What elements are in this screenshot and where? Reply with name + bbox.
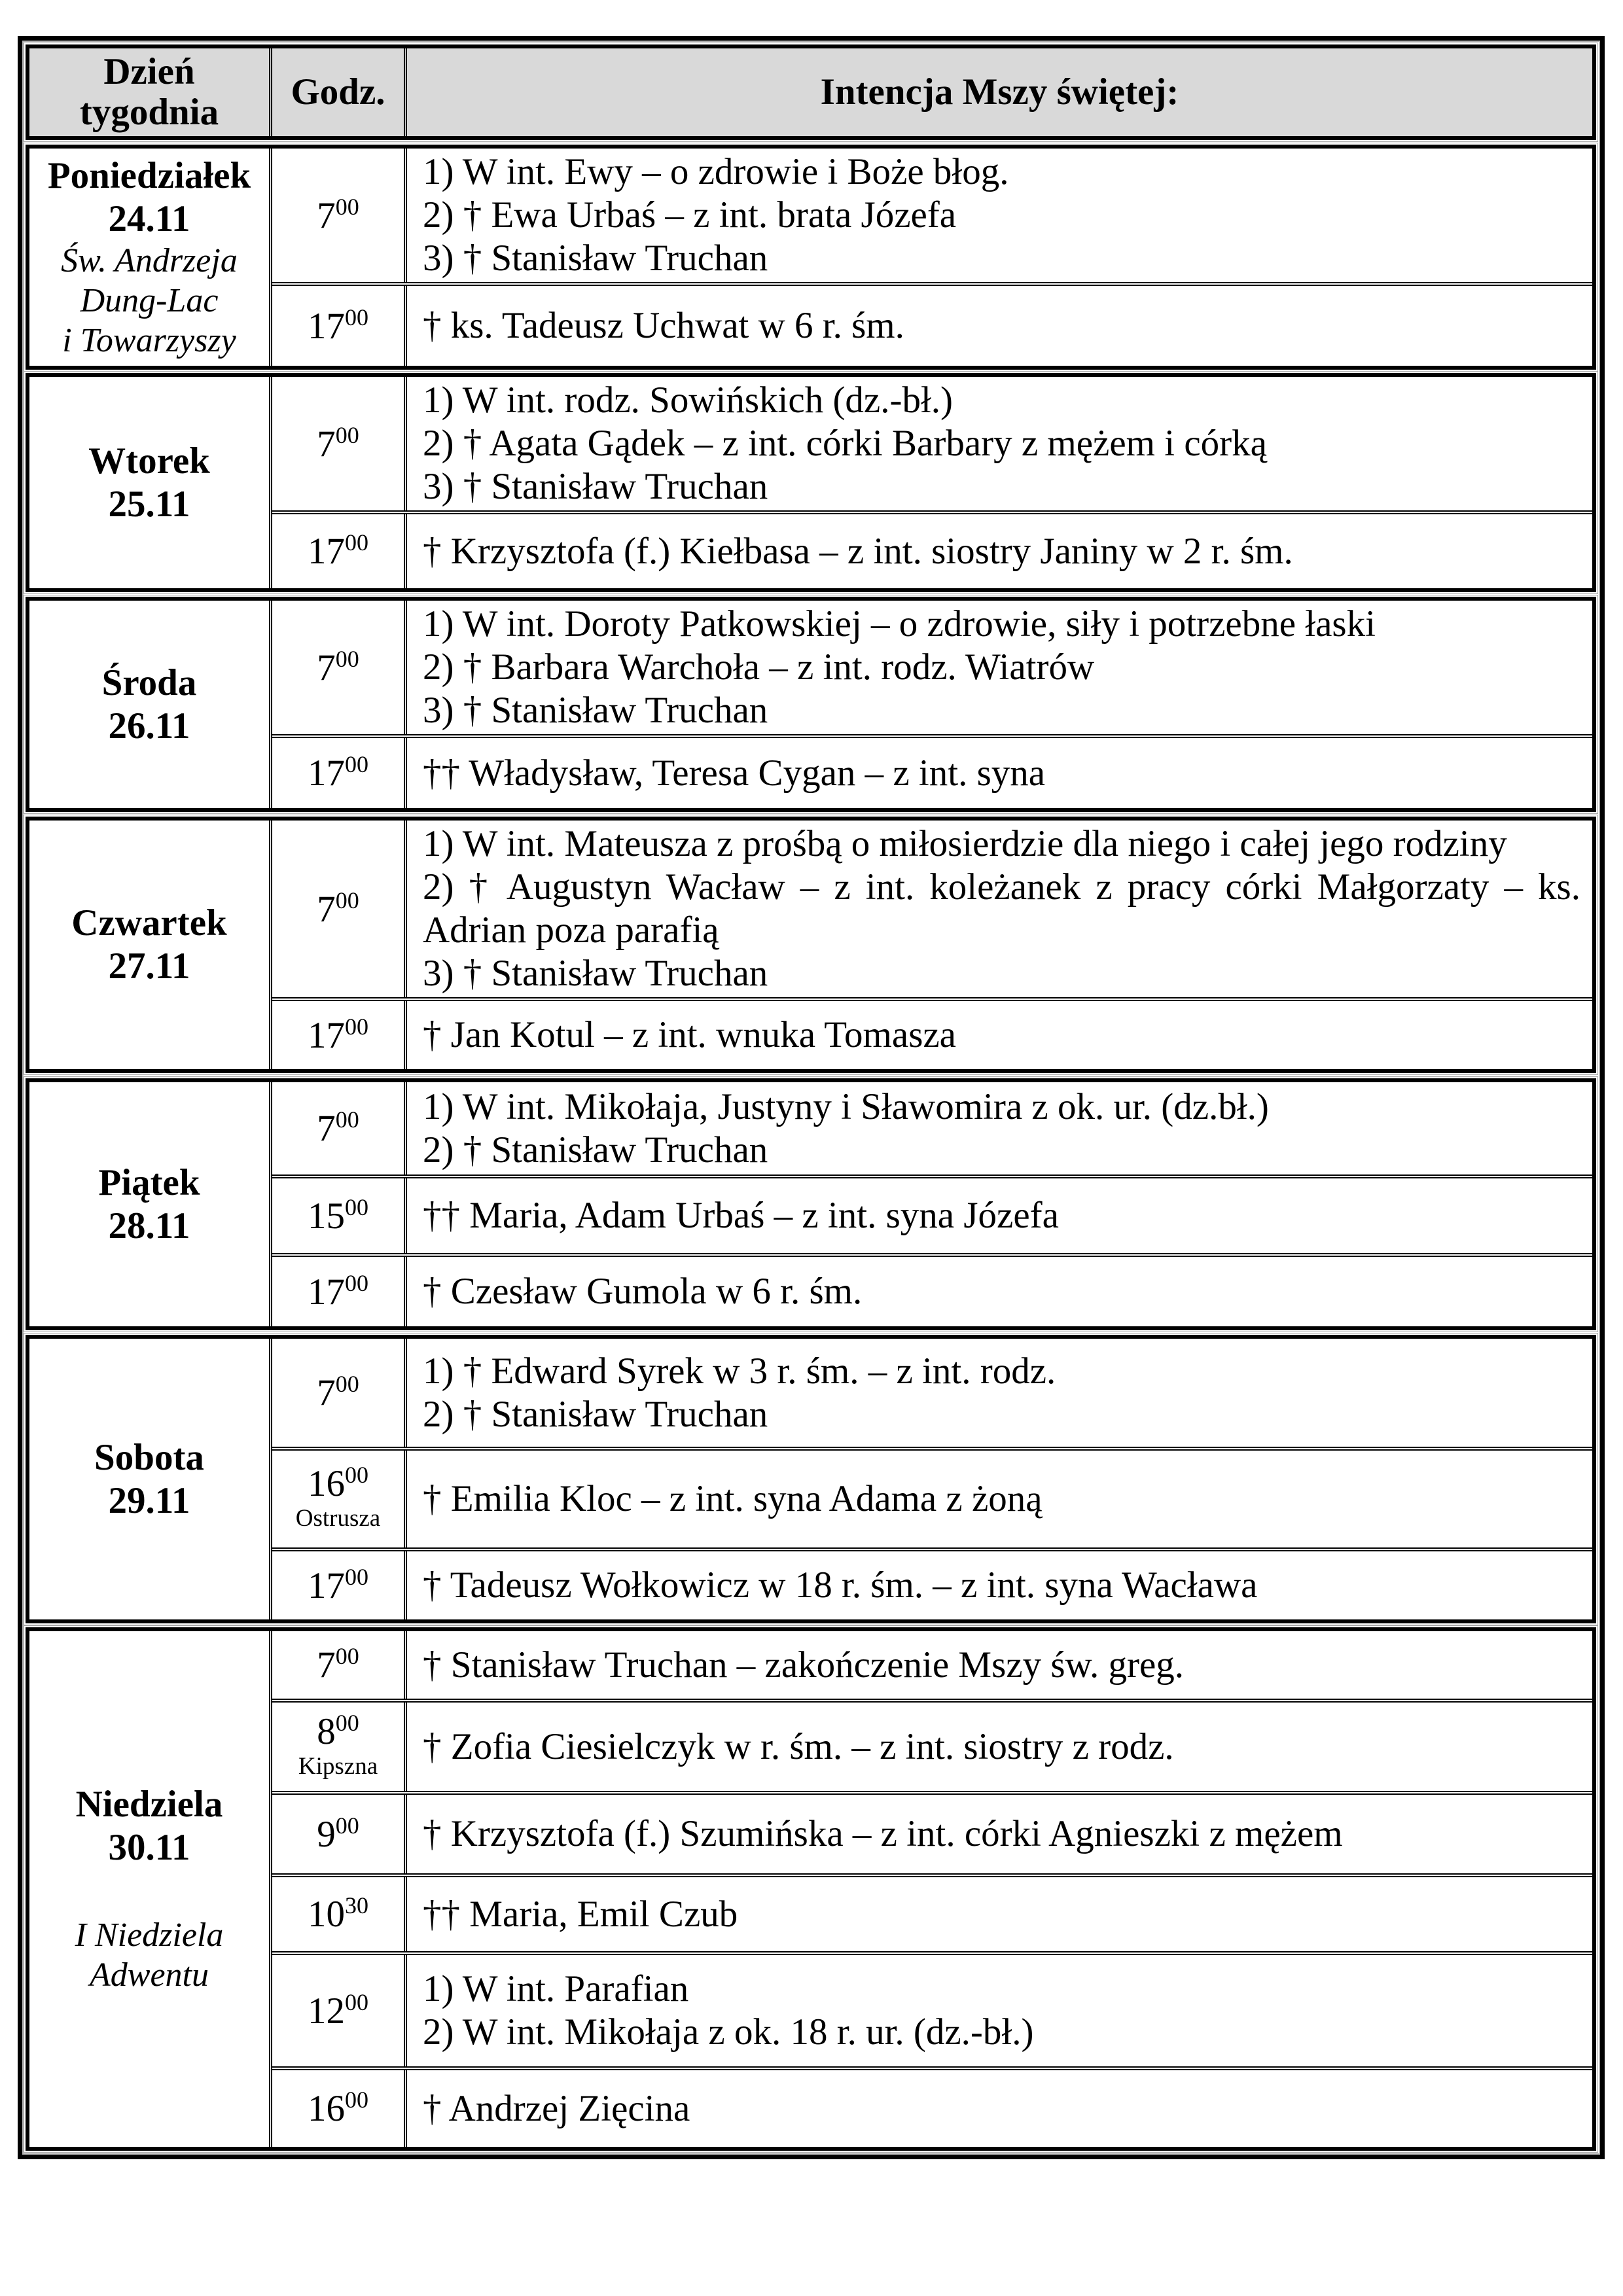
mass-time-cell — [272, 1955, 407, 2066]
day-name: Sobota — [94, 1436, 204, 1478]
mass-intention-cell — [407, 1877, 1592, 1951]
mass-intention-cell — [407, 1451, 1592, 1547]
mass-time — [308, 529, 368, 572]
mass-hour: 17 — [308, 1014, 345, 1056]
day-name: Poniedziałek — [47, 154, 251, 196]
intention-line: † Andrzej Zięcina — [423, 2087, 690, 2129]
mass-time-cell — [272, 1339, 407, 1447]
mass-intention-cell — [407, 514, 1592, 588]
header-day-of-week — [29, 48, 272, 136]
mass-hour: 17 — [308, 305, 345, 347]
intention-line: 2) W int. Mikołaja z ok. 18 r. ur. (dz.-bł.) — [423, 2011, 1034, 2053]
intention-line: 2) † Stanisław Truchan — [423, 1129, 768, 1171]
mass-place: Ostrusza — [295, 1505, 381, 1532]
mass-time-cell — [272, 514, 407, 588]
intention-line: 1) W int. Parafian — [423, 1968, 689, 2009]
mass-time-cell — [272, 377, 407, 510]
day-date: 27.11 — [108, 945, 190, 987]
mass-rows — [272, 1631, 1592, 2147]
mass-minutes: 00 — [335, 421, 359, 448]
table-header — [26, 44, 1596, 140]
mass-intention-cell — [407, 1631, 1592, 1699]
mass-time — [308, 1193, 368, 1237]
mass-time — [308, 304, 368, 347]
mass-intention-cell — [407, 1178, 1592, 1253]
mass-hour: 7 — [317, 1108, 336, 1149]
mass-row — [272, 1174, 1592, 1253]
mass-intention-cell — [407, 1795, 1592, 1873]
mass-row — [272, 2066, 1592, 2147]
mass-minutes: 00 — [345, 1988, 368, 2015]
mass-time — [317, 1371, 359, 1413]
mass-row — [272, 149, 1592, 282]
mass-rows — [272, 377, 1592, 588]
mass-time-cell — [272, 1001, 407, 1069]
mass-time — [317, 193, 359, 236]
mass-rows — [272, 601, 1592, 808]
mass-minutes: 00 — [345, 2087, 368, 2113]
intention-line: †† Maria, Adam Urbaś – z int. syna Józefa — [423, 1195, 1059, 1236]
mass-time — [317, 887, 359, 930]
mass-intention-cell — [407, 1082, 1592, 1174]
mass-row — [272, 282, 1592, 366]
day-date: 24.11 — [108, 198, 190, 239]
mass-time-cell — [272, 2070, 407, 2147]
day-block — [26, 1335, 1596, 1623]
intention-line: 3) † Stanisław Truchan — [423, 238, 768, 279]
intention-line: †† Maria, Emil Czub — [423, 1893, 738, 1935]
day-date: 26.11 — [108, 705, 190, 747]
intention-line: 3) † Stanisław Truchan — [423, 953, 768, 994]
mass-time — [308, 2087, 368, 2129]
intention-line: 3) † Stanisław Truchan — [423, 690, 768, 731]
mass-hour: 12 — [308, 1990, 345, 2032]
intention-line: 1) W int. Mikołaja, Justyny i Sławomira z ok. ur. (dz.bł.) — [423, 1086, 1269, 1127]
day-block — [26, 373, 1596, 592]
intention-line: † Tadeusz Wołkowicz w 18 r. śm. – z int. syna Wacława — [423, 1564, 1258, 1606]
mass-row — [272, 734, 1592, 808]
day-feast-note: i Towarzyszy — [62, 321, 236, 359]
mass-time — [308, 1563, 368, 1606]
mass-intention-cell — [407, 1001, 1592, 1069]
mass-hour: 7 — [317, 1372, 336, 1413]
mass-intention-cell — [407, 377, 1592, 510]
mass-hour: 7 — [317, 423, 336, 465]
day-feast-note: Św. Andrzeja — [61, 241, 238, 279]
mass-hour: 17 — [308, 1564, 345, 1606]
mass-minutes: 00 — [345, 1193, 368, 1220]
intention-line: 1) † Edward Syrek w 3 r. śm. – z int. rodz. — [423, 1350, 1056, 1392]
day-cell — [29, 601, 272, 808]
header-time: Godz. — [272, 48, 407, 136]
mass-minutes: 00 — [335, 1106, 359, 1133]
mass-time-cell — [272, 821, 407, 997]
day-block — [26, 817, 1596, 1073]
mass-time — [308, 1988, 368, 2032]
mass-time — [317, 645, 359, 688]
mass-minutes: 00 — [335, 1643, 359, 1669]
day-name: Wtorek — [88, 440, 210, 482]
mass-time — [317, 1643, 359, 1686]
mass-intention-cell — [407, 1257, 1592, 1326]
mass-minutes: 00 — [335, 887, 359, 913]
mass-time — [317, 1106, 359, 1149]
header-day-line1: Dzień — [103, 51, 195, 92]
mass-intention-cell — [407, 149, 1592, 282]
mass-intention-cell — [407, 1955, 1592, 2066]
intention-line: †† Władysław, Teresa Cygan – z int. syna — [423, 752, 1046, 794]
day-date: 29.11 — [108, 1479, 190, 1521]
mass-time-cell — [272, 1795, 407, 1873]
mass-intention-cell — [407, 738, 1592, 808]
day-cell — [29, 1631, 272, 2147]
mass-time-cell — [272, 149, 407, 282]
day-date: 25.11 — [108, 483, 190, 525]
mass-minutes: 00 — [345, 1462, 368, 1489]
mass-place: Kipszna — [298, 1752, 378, 1780]
mass-minutes: 00 — [345, 1563, 368, 1590]
mass-time — [317, 421, 359, 465]
mass-time-cell — [272, 1551, 407, 1619]
mass-row — [272, 1951, 1592, 2066]
mass-minutes: 00 — [345, 304, 368, 330]
mass-row — [272, 1631, 1592, 1699]
mass-time-cell — [272, 1257, 407, 1326]
intention-line: † Krzysztofa (f.) Szumińska – z int. córki Agnieszki z mężem — [423, 1813, 1343, 1854]
day-cell — [29, 1339, 272, 1619]
intention-line: † Jan Kotul – z int. wnuka Tomasza — [423, 1014, 956, 1055]
mass-minutes: 00 — [345, 1013, 368, 1040]
day-cell — [29, 377, 272, 588]
mass-row — [272, 1699, 1592, 1791]
mass-intention-cell — [407, 1339, 1592, 1447]
mass-minutes: 00 — [335, 1709, 359, 1736]
mass-hour: 10 — [308, 1894, 345, 1935]
day-name: Środa — [101, 662, 197, 703]
mass-intention-cell — [407, 821, 1592, 997]
mass-intention-cell — [407, 601, 1592, 734]
intention-line: 1) W int. Mateusza z prośbą o miłosierdzie dla niego i całej jego rodziny — [423, 823, 1507, 864]
day-block — [26, 1627, 1596, 2151]
mass-row — [272, 377, 1592, 510]
intention-line: † Krzysztofa (f.) Kiełbasa – z int. siostry Janiny w 2 r. śm. — [423, 530, 1293, 572]
intention-line: † Emilia Kloc – z int. syna Adama z żoną — [423, 1478, 1043, 1519]
intention-line: 2) † Augustyn Wacław – z int. koleżanek z pracy córki Małgorzaty – ks. Adrian poza parafią — [423, 866, 1580, 951]
mass-time-cell — [272, 286, 407, 366]
mass-hour: 17 — [308, 1271, 345, 1313]
intention-line: 2) † Stanisław Truchan — [423, 1393, 768, 1435]
intention-line: 2) † Barbara Warchoła – z int. rodz. Wiatrów — [423, 646, 1095, 688]
day-feast-note: Dung-Lac — [80, 281, 219, 319]
mass-row — [272, 510, 1592, 588]
intention-line: 3) † Stanisław Truchan — [423, 466, 768, 507]
mass-time — [308, 1462, 368, 1505]
mass-row — [272, 1253, 1592, 1326]
mass-hour: 8 — [317, 1710, 336, 1752]
day-cell — [29, 1082, 272, 1326]
mass-minutes: 00 — [335, 645, 359, 672]
mass-time — [308, 1269, 368, 1313]
mass-row — [272, 1547, 1592, 1619]
mass-time — [308, 751, 368, 794]
day-name: Czwartek — [71, 902, 227, 944]
mass-row — [272, 997, 1592, 1069]
mass-intention-cell — [407, 1703, 1592, 1791]
header-day-line2: tygodnia — [79, 92, 219, 133]
mass-rows — [272, 149, 1592, 366]
mass-minutes: 30 — [345, 1892, 368, 1918]
mass-rows — [272, 1339, 1592, 1619]
mass-row — [272, 1791, 1592, 1873]
day-cell — [29, 149, 272, 366]
mass-row — [272, 1873, 1592, 1951]
mass-time — [317, 1709, 359, 1752]
intention-line: 1) W int. Doroty Patkowskiej – o zdrowie, siły i potrzebne łaski — [423, 603, 1376, 645]
mass-hour: 7 — [317, 194, 336, 236]
mass-row — [272, 1447, 1592, 1547]
mass-time-cell — [272, 1178, 407, 1253]
mass-hour: 17 — [308, 752, 345, 794]
mass-hour: 7 — [317, 1644, 336, 1686]
mass-hour: 17 — [308, 531, 345, 572]
mass-hour: 7 — [317, 888, 336, 930]
mass-time-cell — [272, 1631, 407, 1699]
intention-line: † Czesław Gumola w 6 r. śm. — [423, 1271, 863, 1312]
mass-rows — [272, 821, 1592, 1069]
mass-minutes: 00 — [335, 1371, 359, 1397]
mass-time-cell — [272, 1703, 407, 1791]
mass-minutes: 00 — [335, 1812, 359, 1839]
mass-minutes: 00 — [345, 1269, 368, 1296]
day-date: 30.11 — [108, 1827, 190, 1868]
mass-time-cell — [272, 738, 407, 808]
mass-row — [272, 1339, 1592, 1447]
day-feast-note: Adwentu — [90, 1956, 209, 1994]
intention-line: † Stanisław Truchan – zakończenie Mszy św. greg. — [423, 1644, 1184, 1686]
intention-line: 1) W int. rodz. Sowińskich (dz.-bł.) — [423, 380, 954, 421]
day-name: Niedziela — [75, 1784, 223, 1825]
intention-line: † Zofia Ciesielczyk w r. śm. – z int. siostry z rodz. — [423, 1725, 1174, 1767]
mass-hour: 16 — [308, 1463, 345, 1505]
mass-hour: 9 — [317, 1813, 336, 1855]
day-cell — [29, 821, 272, 1069]
mass-time-cell — [272, 601, 407, 734]
intention-line: 2) † Agata Gądek – z int. córki Barbary z mężem i córką — [423, 423, 1267, 464]
mass-hour: 7 — [317, 646, 336, 688]
day-block — [26, 145, 1596, 370]
mass-minutes: 00 — [335, 193, 359, 220]
day-block — [26, 597, 1596, 812]
intention-line: † ks. Tadeusz Uchwat w 6 r. śm. — [423, 305, 904, 346]
mass-intention-cell — [407, 286, 1592, 366]
mass-time — [317, 1812, 359, 1855]
day-name: Piątek — [98, 1161, 200, 1203]
mass-time-cell — [272, 1451, 407, 1547]
mass-row — [272, 1082, 1592, 1174]
mass-intention-cell — [407, 1551, 1592, 1619]
day-feast-note: I Niedziela — [75, 1916, 224, 1954]
mass-row — [272, 601, 1592, 734]
mass-minutes: 00 — [345, 529, 368, 556]
intention-line: 2) † Ewa Urbaś – z int. brata Józefa — [423, 194, 957, 236]
day-date: 28.11 — [108, 1205, 190, 1246]
header-intention: Intencja Mszy świętej: — [820, 71, 1179, 113]
mass-time-cell — [272, 1082, 407, 1174]
mass-row — [272, 821, 1592, 997]
mass-time — [308, 1013, 368, 1056]
mass-intention-cell — [407, 2070, 1592, 2147]
day-block — [26, 1078, 1596, 1330]
mass-minutes: 00 — [345, 751, 368, 777]
mass-time — [308, 1892, 368, 1935]
mass-time-cell — [272, 1877, 407, 1951]
mass-hour: 15 — [308, 1195, 345, 1237]
mass-hour: 16 — [308, 2088, 345, 2129]
mass-rows — [272, 1082, 1592, 1326]
intention-line: 1) W int. Ewy – o zdrowie i Boże błog. — [423, 151, 1009, 192]
